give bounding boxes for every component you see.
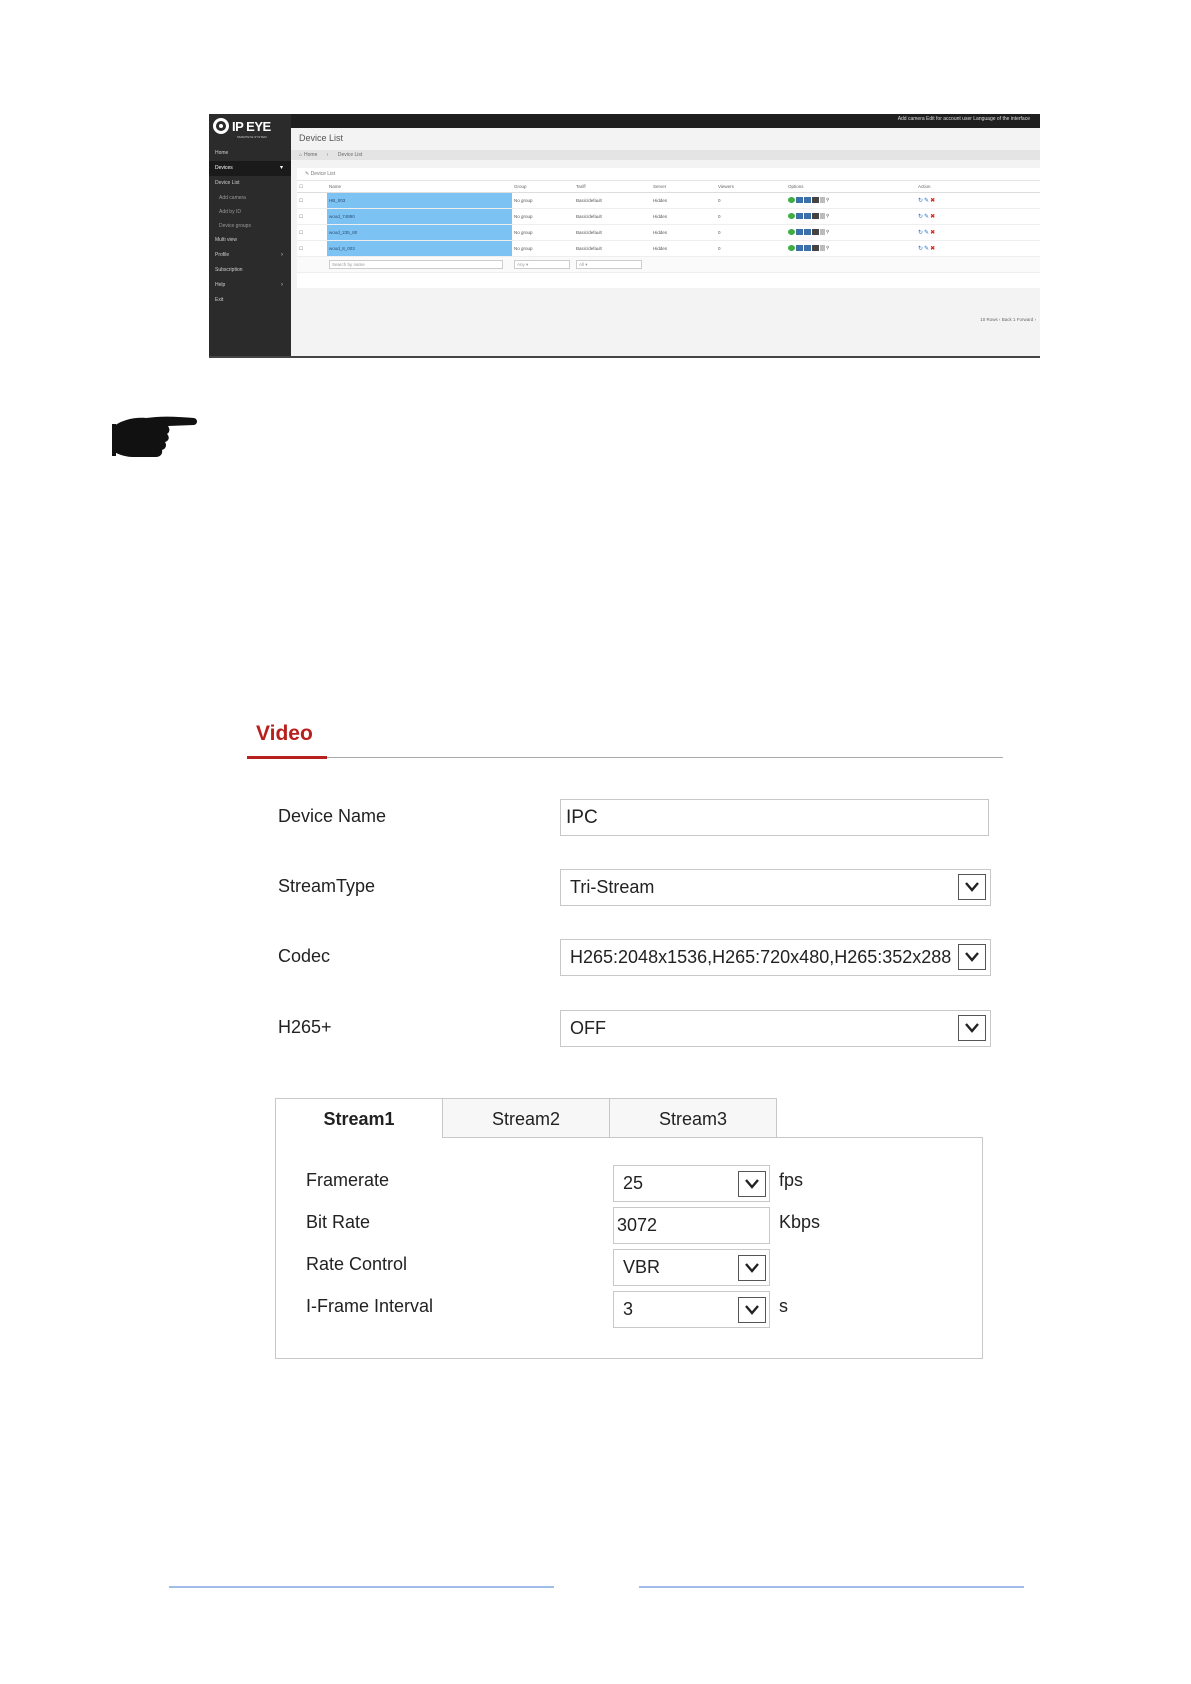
device-name-cell[interactable]: HB_003 [327, 193, 512, 209]
footer-line-left [169, 1586, 554, 1588]
action-cell [916, 241, 1040, 257]
framerate-unit: fps [779, 1170, 804, 1190]
tab-stream3[interactable]: Stream3 [609, 1098, 777, 1138]
camera-icon[interactable] [812, 213, 819, 219]
active-tab-joiner [276, 1136, 442, 1139]
sidebar-item-device-groups[interactable]: Device groups [219, 223, 251, 229]
framerate-select[interactable]: 25 [613, 1165, 770, 1202]
camera-icon[interactable] [812, 245, 819, 251]
table-header-row [297, 181, 1040, 193]
server-cell: Hidden [651, 225, 716, 241]
breadcrumb-separator: › [326, 152, 329, 158]
chevron-down-icon[interactable] [958, 874, 986, 900]
logo-eye-icon [213, 118, 229, 134]
location-icon[interactable]: ⚲ [826, 245, 830, 251]
archive-icon[interactable] [804, 229, 811, 235]
column-header-viewers[interactable]: Viewers [716, 181, 786, 193]
rate-control-label: Rate Control [306, 1254, 408, 1274]
tariff-cell: Basic/default [574, 193, 651, 209]
sidebar [209, 114, 291, 356]
sidebar-item-device-list[interactable]: Device List [215, 180, 240, 186]
stream-type-label: StreamType [278, 876, 376, 896]
sidebar-item-multi-view[interactable]: Multi view [215, 237, 237, 243]
delete-icon[interactable]: ✖ [930, 198, 936, 204]
i-frame-interval-label: I-Frame Interval [306, 1296, 434, 1316]
chevron-down-icon: ▾ [279, 165, 283, 171]
live-icon[interactable] [796, 245, 803, 251]
framerate-label: Framerate [306, 1170, 390, 1190]
ip-eye-logo [213, 118, 271, 139]
top-links[interactable]: Add camera Edit for account user Language of the interface [897, 116, 1030, 122]
column-header-tariff[interactable]: Tariff [574, 181, 651, 193]
viewers-cell: 0 [716, 193, 786, 209]
column-header-group[interactable]: Group [512, 181, 574, 193]
device-name-cell[interactable]: wood_8_003 [327, 241, 512, 257]
sidebar-item-devices[interactable]: Devices ▾ [209, 161, 291, 176]
online-icon[interactable] [788, 197, 795, 203]
video-section-title: Video [256, 722, 313, 745]
share-icon[interactable] [820, 213, 825, 219]
delete-icon[interactable]: ✖ [930, 214, 936, 220]
options-cell [786, 209, 916, 225]
refresh-icon[interactable]: ↻ [918, 214, 924, 220]
video-title-underline [247, 756, 327, 759]
bit-rate-input[interactable]: 3072 [613, 1207, 770, 1244]
panel-header: ✎ Device List [297, 168, 1040, 181]
top-bar [291, 114, 1040, 128]
server-cell: Hidden [651, 241, 716, 257]
page-title: Device List [299, 133, 344, 143]
pencil-icon: ✎ [305, 171, 310, 177]
h265-plus-select[interactable]: OFF [560, 1010, 991, 1047]
options-cell [786, 193, 916, 209]
options-cell [786, 241, 916, 257]
archive-icon[interactable] [804, 245, 811, 251]
delete-icon[interactable]: ✖ [930, 246, 936, 252]
options-cell [786, 225, 916, 241]
group-filter-select[interactable]: Any ▾ [514, 260, 570, 269]
device-name-input[interactable]: IPC [560, 799, 989, 836]
action-cell [916, 209, 1040, 225]
chevron-down-icon[interactable] [738, 1297, 766, 1323]
column-header-name[interactable]: Name [327, 181, 512, 193]
chevron-right-icon: › [281, 282, 283, 288]
chevron-down-icon[interactable] [958, 1015, 986, 1041]
tariff-cell: Basic/default [574, 241, 651, 257]
device-name-cell[interactable]: wood_74890 [327, 209, 512, 225]
group-cell: No group [512, 193, 574, 209]
tariff-cell: Basic/default [574, 209, 651, 225]
breadcrumb-home[interactable]: Home [304, 152, 318, 158]
table-row[interactable] [297, 225, 1040, 241]
sidebar-item-exit[interactable]: Exit [215, 297, 224, 303]
pointing-hand-icon [112, 412, 198, 464]
row-checkbox[interactable]: ☐ [297, 193, 327, 209]
table-row[interactable] [297, 241, 1040, 257]
device-name-cell[interactable]: wood_235_80 [327, 225, 512, 241]
pagination[interactable]: 10 Rows ‹ Back 1 Forward › [980, 317, 1036, 322]
camera-icon[interactable] [812, 197, 819, 203]
breadcrumb [291, 150, 1040, 160]
name-filter-input[interactable]: Search by name [329, 260, 503, 269]
server-cell: Hidden [651, 193, 716, 209]
action-cell [916, 193, 1040, 209]
online-icon[interactable] [788, 229, 795, 235]
delete-icon[interactable]: ✖ [930, 230, 936, 236]
codec-label: Codec [278, 946, 331, 966]
edit-icon[interactable]: ✎ [924, 246, 930, 252]
device-table-panel [297, 168, 1040, 322]
tariff-filter-select[interactable]: All ▾ [576, 260, 642, 269]
header-checkbox[interactable]: ☐ [297, 181, 327, 193]
chevron-down-icon[interactable] [738, 1255, 766, 1281]
home-icon: ⌂ [299, 152, 303, 158]
chevron-right-icon: › [281, 252, 283, 258]
breadcrumb-current: Device List [337, 152, 363, 158]
viewers-cell: 0 [716, 225, 786, 241]
refresh-icon[interactable]: ↻ [918, 246, 924, 252]
i-frame-interval-select[interactable]: 3 [613, 1291, 770, 1328]
group-cell: No group [512, 209, 574, 225]
device-list-screenshot [209, 114, 1040, 358]
bit-rate-unit: Kbps [779, 1212, 821, 1232]
edit-icon[interactable]: ✎ [924, 198, 930, 204]
edit-icon[interactable]: ✎ [924, 230, 930, 236]
archive-icon[interactable] [804, 197, 811, 203]
h265-plus-label: H265+ [278, 1017, 332, 1037]
archive-icon[interactable] [804, 213, 811, 219]
logo-subtext: SMARTEYE SYSTEM [237, 135, 267, 139]
location-icon[interactable]: ⚲ [826, 229, 830, 235]
column-header-server[interactable]: Server [651, 181, 716, 193]
filter-row [297, 257, 1040, 273]
sidebar-item-subscription[interactable]: Subscription [215, 267, 243, 273]
codec-select[interactable]: H265:2048x1536,H265:720x480,H265:352x288 [560, 939, 991, 976]
camera-icon[interactable] [812, 229, 819, 235]
server-cell: Hidden [651, 209, 716, 225]
device-table [297, 181, 1040, 273]
bit-rate-label: Bit Rate [306, 1212, 371, 1232]
sidebar-item-profile[interactable]: Profile › [209, 248, 291, 263]
sidebar-item-help[interactable]: Help › [209, 278, 291, 293]
row-checkbox[interactable]: ☐ [297, 225, 327, 241]
sidebar-nav [209, 146, 291, 308]
row-checkbox[interactable]: ☐ [297, 241, 327, 257]
refresh-icon[interactable]: ↻ [918, 198, 924, 204]
sidebar-item-add-by-id[interactable]: Add by ID [219, 209, 241, 215]
tab-stream1[interactable]: Stream1 [275, 1098, 443, 1138]
rate-control-select[interactable]: VBR [613, 1249, 770, 1286]
location-icon[interactable]: ⚲ [826, 213, 830, 219]
live-icon[interactable] [796, 197, 803, 203]
group-cell: No group [512, 225, 574, 241]
column-header-options: Options [786, 181, 916, 193]
live-icon[interactable] [796, 229, 803, 235]
sidebar-item-home[interactable]: Home [215, 150, 229, 156]
sidebar-item-add-camera[interactable]: Add camera [219, 195, 246, 201]
chevron-down-icon[interactable] [958, 944, 986, 970]
edit-icon[interactable]: ✎ [924, 214, 930, 220]
action-cell [916, 225, 1040, 241]
section-divider [327, 757, 1003, 758]
footer-line-right [639, 1586, 1024, 1588]
table-row[interactable] [297, 209, 1040, 225]
tab-stream2[interactable]: Stream2 [442, 1098, 610, 1138]
i-frame-interval-unit: s [779, 1296, 788, 1316]
main-content [291, 128, 1040, 356]
online-icon[interactable] [788, 213, 795, 219]
share-icon[interactable] [820, 245, 825, 251]
chevron-down-icon[interactable] [738, 1171, 766, 1197]
refresh-icon[interactable]: ↻ [918, 230, 924, 236]
viewers-cell: 0 [716, 241, 786, 257]
live-icon[interactable] [796, 213, 803, 219]
logo-text: IP EYE [232, 118, 271, 134]
share-icon[interactable] [820, 197, 825, 203]
location-icon[interactable]: ⚲ [826, 197, 830, 203]
device-name-label: Device Name [278, 806, 387, 826]
viewers-cell: 0 [716, 209, 786, 225]
share-icon[interactable] [820, 229, 825, 235]
stream-type-select[interactable]: Tri-Stream [560, 869, 991, 906]
row-checkbox[interactable]: ☐ [297, 209, 327, 225]
column-header-action: Action [916, 181, 1040, 193]
online-icon[interactable] [788, 245, 795, 251]
tariff-cell: Basic/default [574, 225, 651, 241]
group-cell: No group [512, 241, 574, 257]
table-row[interactable] [297, 193, 1040, 209]
